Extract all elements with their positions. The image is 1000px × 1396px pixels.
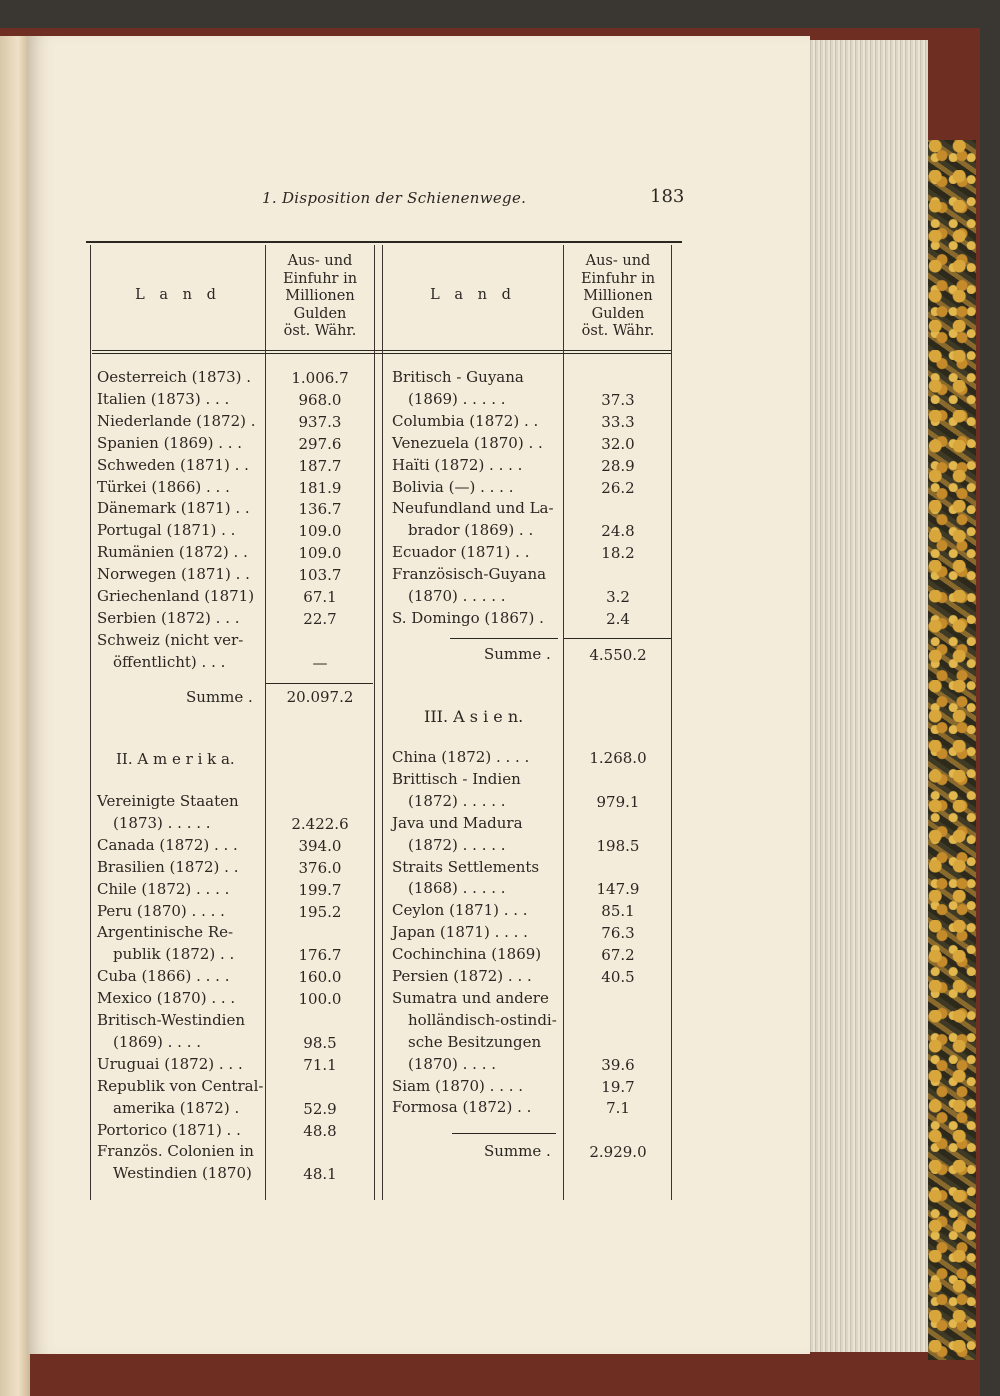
- value-cell: 937.3: [298, 412, 342, 431]
- value-cell: 67.2: [601, 946, 635, 965]
- value-cell: 187.7: [298, 456, 342, 475]
- land-cell: Niederlande (1872) .: [97, 411, 256, 430]
- land-cell: Französ. Colonien in: [97, 1142, 254, 1161]
- value-cell: 376.0: [298, 858, 342, 877]
- value-cell: 85.1: [601, 902, 635, 921]
- value-cell: 33.3: [601, 412, 635, 431]
- land-cell: Serbien (1872) . . .: [97, 608, 240, 627]
- land-cell: Schweiz (nicht ver-: [97, 630, 244, 649]
- land-cell: Französisch-Guyana: [392, 565, 547, 584]
- left-page-edge: [0, 36, 30, 1396]
- value-cell: 297.6: [298, 434, 342, 453]
- header-line: Gulden: [293, 305, 347, 322]
- header-line: öst. Währ.: [283, 323, 357, 339]
- land-cell: Dänemark (1871) . .: [97, 499, 250, 518]
- value-cell: 76.3: [601, 924, 635, 943]
- marbled-edge: [928, 140, 976, 1360]
- value-cell: 394.0: [298, 836, 342, 855]
- value-cell: 1.268.0: [589, 749, 647, 767]
- value-cell: 37.3: [601, 390, 635, 409]
- value-cell: 1.006.7: [291, 369, 349, 387]
- land-cell: Britisch - Guyana: [392, 368, 524, 386]
- header-land-left: L a n d: [135, 287, 221, 303]
- value-cell: 968.0: [298, 390, 342, 409]
- america-heading: II. A m e r i k a.: [116, 750, 235, 768]
- land-cell: (1870) . . . . .: [408, 587, 506, 605]
- land-cell: (1868) . . . . .: [408, 879, 506, 898]
- asia-heading: III. A s i e n.: [424, 707, 524, 726]
- asia-summe-value: 2.929.0: [589, 1143, 647, 1161]
- land-cell: Britisch-Westindien: [97, 1011, 246, 1029]
- land-cell: Westindien (1870): [113, 1164, 252, 1183]
- left-summe-value: 20.097.2: [286, 688, 354, 706]
- land-cell: Haïti (1872) . . . .: [392, 455, 523, 474]
- header-value-left: [266, 253, 374, 341]
- vline-middle-2: [382, 245, 383, 1200]
- header-line: öst. Währ.: [581, 323, 655, 339]
- left-summe-label: Summe .: [186, 688, 253, 706]
- land-cell: amerika (1872) .: [113, 1098, 240, 1117]
- land-cell: Straits Settlements: [392, 857, 540, 876]
- land-cell: holländisch-ostindi-: [408, 1010, 557, 1029]
- value-cell: 103.7: [298, 566, 342, 585]
- right-summe-value: 4.550.2: [589, 646, 647, 664]
- value-cell: 136.7: [298, 500, 342, 519]
- value-cell: 147.9: [596, 880, 640, 899]
- land-cell: Java und Madura: [392, 813, 523, 832]
- value-cell: 2.4: [606, 609, 630, 628]
- header-line: Aus- und: [585, 253, 651, 269]
- land-cell: Brasilien (1872) . .: [97, 857, 239, 876]
- value-cell: 71.1: [303, 1055, 337, 1074]
- land-cell: Peru (1870) . . . .: [97, 901, 225, 920]
- asia-summe-rule: [452, 1133, 556, 1134]
- value-cell: 67.1: [303, 588, 337, 606]
- land-cell: öffentlicht) . . .: [113, 652, 226, 671]
- land-cell: Brittisch - Indien: [392, 769, 521, 788]
- land-cell: brador (1869) . .: [408, 521, 534, 540]
- land-cell: S. Domingo (1867) .: [392, 608, 544, 627]
- value-cell: 48.8: [303, 1121, 337, 1140]
- value-cell: 2.422.6: [291, 814, 349, 833]
- page-number: 183: [650, 186, 685, 207]
- value-cell: 32.0: [601, 434, 635, 453]
- land-cell: Rumänien (1872) . .: [97, 543, 248, 562]
- value-cell: 176.7: [298, 946, 342, 965]
- vline-left-edge: [90, 245, 91, 1200]
- land-cell: Portorico (1871) . .: [97, 1120, 241, 1139]
- land-cell: Canada (1872) . . .: [97, 835, 238, 854]
- value-cell: 3.2: [606, 588, 630, 606]
- value-cell: 195.2: [298, 902, 342, 921]
- land-cell: (1869) . . . . .: [408, 389, 506, 408]
- header-line: Millionen: [285, 288, 355, 304]
- land-cell: Venezuela (1870) . .: [392, 433, 543, 452]
- land-cell: Formosa (1872) . .: [392, 1098, 532, 1117]
- value-cell: 199.7: [298, 880, 342, 899]
- value-cell: 52.9: [303, 1099, 337, 1118]
- land-cell: (1872) . . . . .: [408, 791, 506, 810]
- land-cell: (1873) . . . . .: [113, 813, 211, 832]
- right-summe-label: Summe .: [484, 645, 551, 663]
- land-cell: Oesterreich (1873) .: [97, 368, 252, 386]
- land-cell: Cuba (1866) . . . .: [97, 967, 230, 986]
- land-cell: Portugal (1871) . .: [97, 521, 236, 540]
- header-land-right: L a n d: [430, 287, 516, 303]
- value-cell: 160.0: [298, 968, 342, 987]
- land-cell: Chile (1872) . . . .: [97, 879, 230, 898]
- value-cell: 198.5: [596, 836, 640, 855]
- land-cell: sche Besitzungen: [408, 1032, 542, 1051]
- land-cell: Ecuador (1871) . .: [392, 543, 530, 562]
- land-cell: Cochinchina (1869): [392, 945, 542, 964]
- land-cell: Bolivia (—) . . . .: [392, 477, 514, 496]
- header-line: Einfuhr in: [282, 270, 358, 287]
- land-cell: Spanien (1869) . . .: [97, 433, 243, 452]
- land-cell: China (1872) . . . .: [392, 748, 530, 766]
- value-cell: 28.9: [601, 456, 635, 475]
- land-cell: publik (1872) . .: [113, 945, 235, 964]
- land-cell: Ceylon (1871) . . .: [392, 901, 528, 920]
- land-cell: Columbia (1872) . .: [392, 411, 539, 430]
- value-cell: 22.7: [303, 609, 337, 628]
- left-summe-rule: [266, 683, 373, 684]
- land-cell: Griechenland (1871): [97, 587, 255, 605]
- value-cell: —: [312, 653, 328, 672]
- asia-summe-label: Summe .: [484, 1142, 551, 1160]
- value-cell: 181.9: [298, 478, 342, 497]
- land-cell: Japan (1871) . . . .: [392, 923, 528, 942]
- land-cell: Türkei (1866) . . .: [97, 477, 230, 496]
- land-cell: Italien (1873) . . .: [97, 389, 230, 408]
- land-cell: Norwegen (1871) . .: [97, 565, 250, 584]
- value-cell: 18.2: [601, 544, 635, 563]
- value-cell: 7.1: [606, 1099, 630, 1118]
- header-line: Millionen: [583, 288, 653, 304]
- land-cell: Vereinigte Staaten: [97, 792, 239, 810]
- value-cell: 24.8: [601, 522, 635, 541]
- land-cell: (1869) . . . .: [113, 1032, 202, 1051]
- land-cell: Schweden (1871) . .: [97, 455, 249, 474]
- value-cell: 26.2: [601, 478, 635, 497]
- value-cell: 40.5: [601, 968, 635, 986]
- right-summe-rule-value: [564, 638, 671, 639]
- land-cell: Neufundland und La-: [392, 499, 554, 518]
- value-cell: 19.7: [601, 1077, 635, 1096]
- header-line: Einfuhr in: [580, 270, 656, 287]
- land-cell: Siam (1870) . . . .: [392, 1076, 524, 1095]
- land-cell: (1872) . . . . .: [408, 835, 506, 854]
- value-cell: 979.1: [596, 792, 640, 811]
- land-cell: Persien (1872) . . .: [392, 967, 532, 985]
- table-top-rule: [86, 241, 682, 243]
- page-block-edge: [808, 40, 928, 1352]
- land-cell: Mexico (1870) . . .: [97, 989, 236, 1008]
- land-cell: Uruguai (1872) . . .: [97, 1054, 243, 1073]
- land-cell: Sumatra und andere: [392, 988, 549, 1007]
- running-head: 1. Disposition der Schienenwege.: [262, 189, 527, 207]
- land-cell: (1870) . . . .: [408, 1054, 497, 1073]
- header-line: Gulden: [591, 305, 645, 322]
- value-cell: 39.6: [601, 1055, 635, 1074]
- value-cell: 48.1: [303, 1165, 337, 1184]
- vline-middle: [374, 245, 375, 1200]
- right-summe-rule: [450, 638, 558, 639]
- header-value-right: [564, 253, 672, 341]
- land-cell: Argentinische Re-: [97, 923, 234, 942]
- value-cell: 109.0: [298, 522, 342, 541]
- header-line: Aus- und: [287, 253, 353, 269]
- land-cell: Republik von Central-: [97, 1076, 264, 1095]
- value-cell: 98.5: [303, 1033, 337, 1052]
- value-cell: 100.0: [298, 990, 342, 1009]
- value-cell: 109.0: [298, 544, 342, 563]
